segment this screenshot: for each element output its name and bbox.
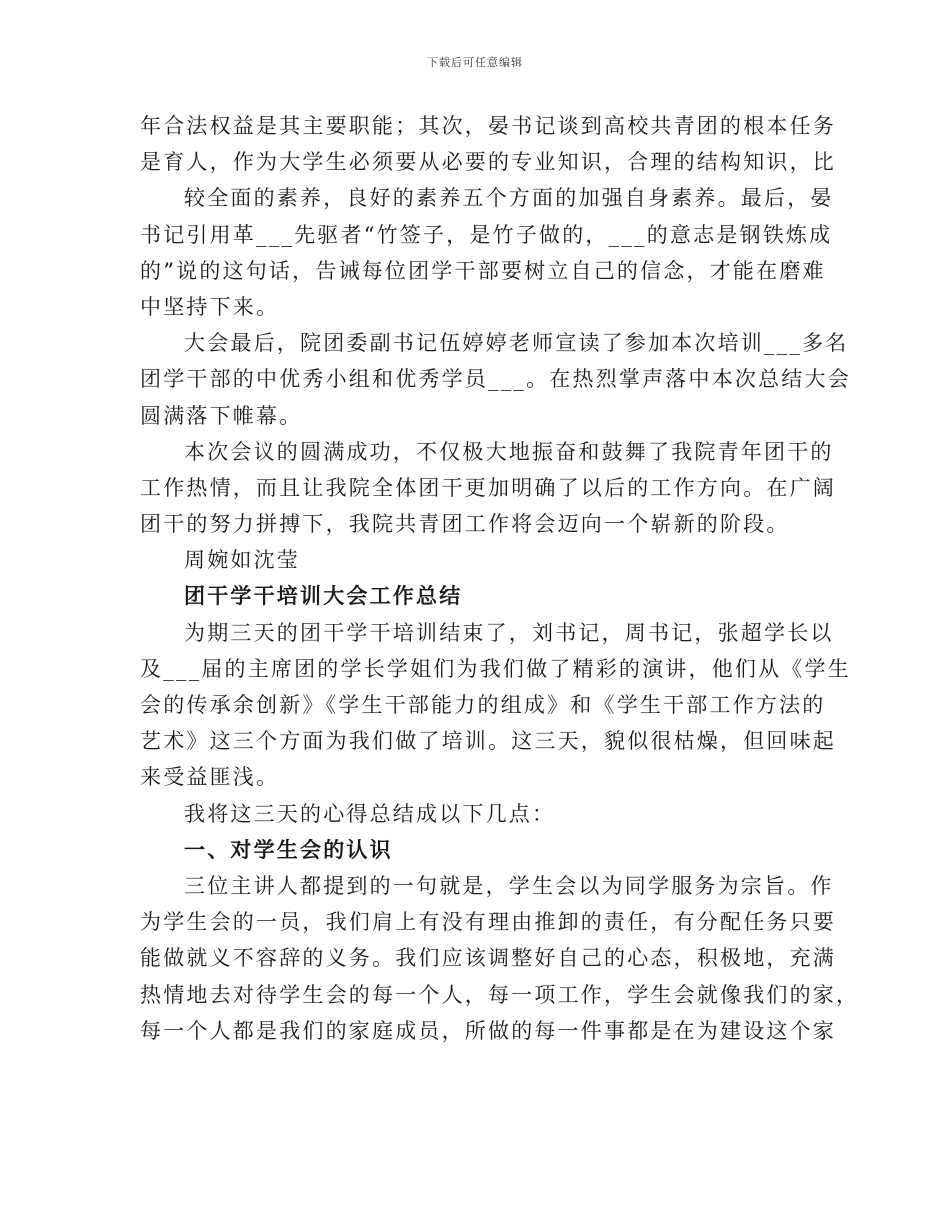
text-line: 我将这三天的心得总结成以下几点： (184, 801, 556, 826)
text-line: 年合法权益是其主要职能；其次，晏书记谈到高校共青团的根本任务 (140, 114, 836, 138)
text-line: 每一个人都是我们的家庭成员，所做的每一件事都是在为建设这个家 (140, 1018, 836, 1043)
text-line: 团学干部的中优秀小组和优秀学员___。在热烈掌声落中本次总结大会 (140, 367, 851, 392)
text-line: 及___届的主席团的学长学姐们为我们做了精彩的演讲，他们从《学生 (140, 656, 851, 681)
text-line: 团干的努力拼搏下，我院共青团工作将会迈向一个崭新的阶段。 (140, 512, 790, 537)
section-heading: 团干学干培训大会工作总结 (184, 583, 463, 609)
document-body (140, 108, 860, 1049)
text-line: 能做就义不容辞的义务。我们应该调整好自己的心态，积极地，充满 (140, 946, 836, 971)
text-line: 艺术》这三个方面为我们做了培训。这三天，貌似很枯燥，但回味起 (140, 729, 836, 754)
text-line: 大会最后，院团委副书记伍婷婷老师宣读了参加本次培训___多名 (184, 331, 849, 356)
text-line: 本次会议的圆满成功，不仅极大地振奋和鼓舞了我院青年团干的 (184, 439, 834, 464)
text-line: 较全面的素养，良好的素养五个方面的加强自身素养。最后，晏 (184, 186, 834, 211)
text-line: 周婉如沈莹 (184, 548, 300, 573)
text-line: 圆满落下帷幕。 (140, 403, 303, 428)
page-header: 下载后可任意编辑 (427, 56, 523, 69)
text-line: 为期三天的团干学干培训结束了，刘书记，周书记，张超学长以 (184, 620, 834, 645)
text-line: 三位主讲人都提到的一句就是，学生会以为同学服务为宗旨。作 (184, 873, 834, 898)
text-line: 来受益匪浅。 (140, 765, 280, 790)
text-line: 书记引用革___先驱者“竹签子，是竹子做的，___的意志是钢铁炼成 (140, 222, 833, 247)
text-line: 热情地去对待学生会的每一个人，每一项工作，学生会就像我们的家， (140, 982, 860, 1007)
section-heading: 一、对学生会的认识 (184, 836, 393, 862)
text-line: 会的传承余创新》《学生干部能力的组成》和《学生干部工作方法的 (140, 693, 826, 717)
text-line: 工作热情，而且让我院全体团干更加明确了以后的工作方向。在广阔 (140, 475, 836, 500)
text-line: 的”说的这句话，告诫每位团学干部要树立自己的信念，才能在磨难 (140, 258, 826, 283)
text-line: 为学生会的一员，我们肩上有没有理由推卸的责任，有分配任务只要 (140, 910, 836, 935)
text-line: 中坚持下来。 (140, 294, 280, 319)
text-line: 是育人，作为大学生必须要从必要的专业知识，合理的结构知识，比 (140, 150, 836, 175)
